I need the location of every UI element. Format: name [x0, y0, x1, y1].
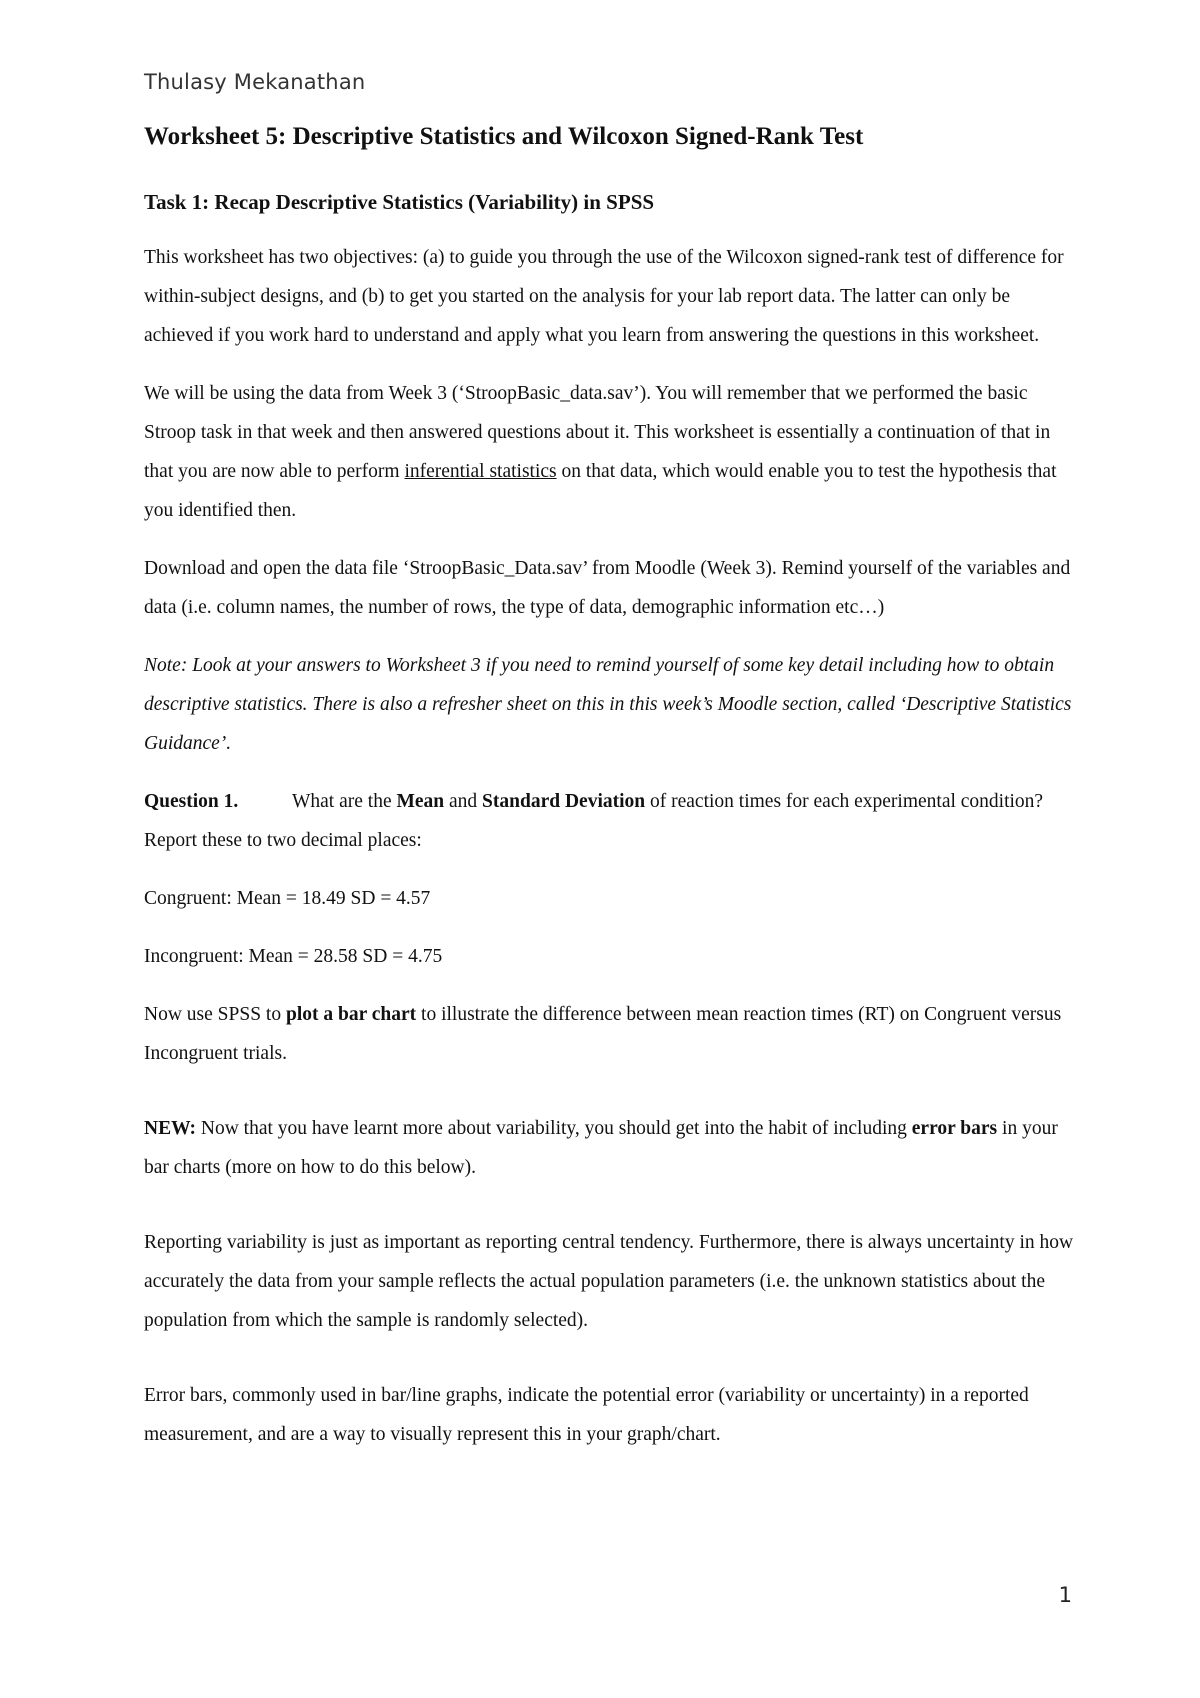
new-label: NEW:: [144, 1118, 197, 1139]
document-body: [144, 122, 1080, 1454]
errorbars-paragraph: Error bars, commonly used in bar/line graphs, indicate the potential error (variability or uncertainty) in a reported measurement, and are a way to visually represent this in your graph/chart.: [144, 1385, 1029, 1445]
new-paragraph: [144, 1109, 1080, 1187]
download-paragraph: Download and open the data file ‘StroopBasic_Data.sav’ from Moodle (Week 3). Remind yourself of the variables and data (i.e. column names, the number of rows, the type of data, demographic information etc…): [144, 558, 1071, 618]
data-paragraph: [144, 374, 1080, 530]
page-number: 1: [1058, 1583, 1072, 1607]
question-label: Question 1.: [144, 791, 239, 812]
author-name: Thulasy Mekanathan: [144, 70, 366, 94]
new-text-1: Now that you have learnt more about variability, you should get into the habit of including: [196, 1118, 912, 1139]
barchart-bold: plot a bar chart: [285, 1004, 417, 1025]
worksheet-title: Worksheet 5: Descriptive Statistics and Wilcoxon Signed-Rank Test: [144, 123, 864, 150]
error-bars-bold: error bars: [911, 1118, 998, 1139]
inferential-statistics-link[interactable]: inferential statistics: [404, 461, 557, 482]
data-paragraph-text-1: We will be using the data from Week 3 (‘StroopBasic_data.sav’). You will remember that we performed the basic Stroop task in that week and then answered questions about it. This worksheet is essentially a continuation of that in that you are now able to perform: [144, 383, 1051, 482]
question-mean: Mean: [396, 791, 445, 812]
question-text-1: What are the: [292, 791, 397, 812]
note-paragraph: Note: Look at your answers to Worksheet 3 if you need to remind yourself of some key detail including how to obtain descriptive statistics. There is also a refresher sheet on this in this week’s Moodle section, called ‘Descriptive Statistics Guidance’.: [144, 655, 1072, 754]
data-paragraph-text-2: on that data, which would enable you to test the hypothesis that you identified then.: [144, 461, 1057, 521]
barchart-text-2: to illustrate the difference between mean reaction times (RT) on Congruent versus Incongruent trials.: [144, 1004, 1062, 1064]
new-text-2: in your bar charts (more on how to do this below).: [144, 1118, 1058, 1178]
incongruent-answer: Incongruent: Mean = 28.58 SD = 4.75: [144, 946, 443, 967]
variability-paragraph: Reporting variability is just as important as reporting central tendency. Furthermore, there is always uncertainty in how accurately the data from your sample reflects the actual population parameters (i.e. the unknown statistics about the population from which the sample is randomly selected).: [144, 1232, 1074, 1331]
question-text-3: of reaction times for each experimental condition? Report these to two decimal places:: [144, 791, 1044, 851]
barchart-paragraph: [144, 995, 1080, 1073]
task-heading: Task 1: Recap Descriptive Statistics (Variability) in SPSS: [144, 190, 655, 214]
intro-paragraph: This worksheet has two objectives: (a) to guide you through the use of the Wilcoxon signed-rank test of difference for within-subject designs, and (b) to get you started on the analysis for your lab report data. The latter can only be achieved if you work hard to understand and apply what you learn from answering the questions in this worksheet.: [144, 247, 1064, 346]
question-sd: Standard Deviation: [482, 791, 646, 812]
question-text-2: and: [444, 791, 483, 812]
barchart-text-1: Now use SPSS to: [144, 1004, 286, 1025]
question-1: [144, 782, 1080, 860]
congruent-answer: Congruent: Mean = 18.49 SD = 4.57: [144, 888, 431, 909]
